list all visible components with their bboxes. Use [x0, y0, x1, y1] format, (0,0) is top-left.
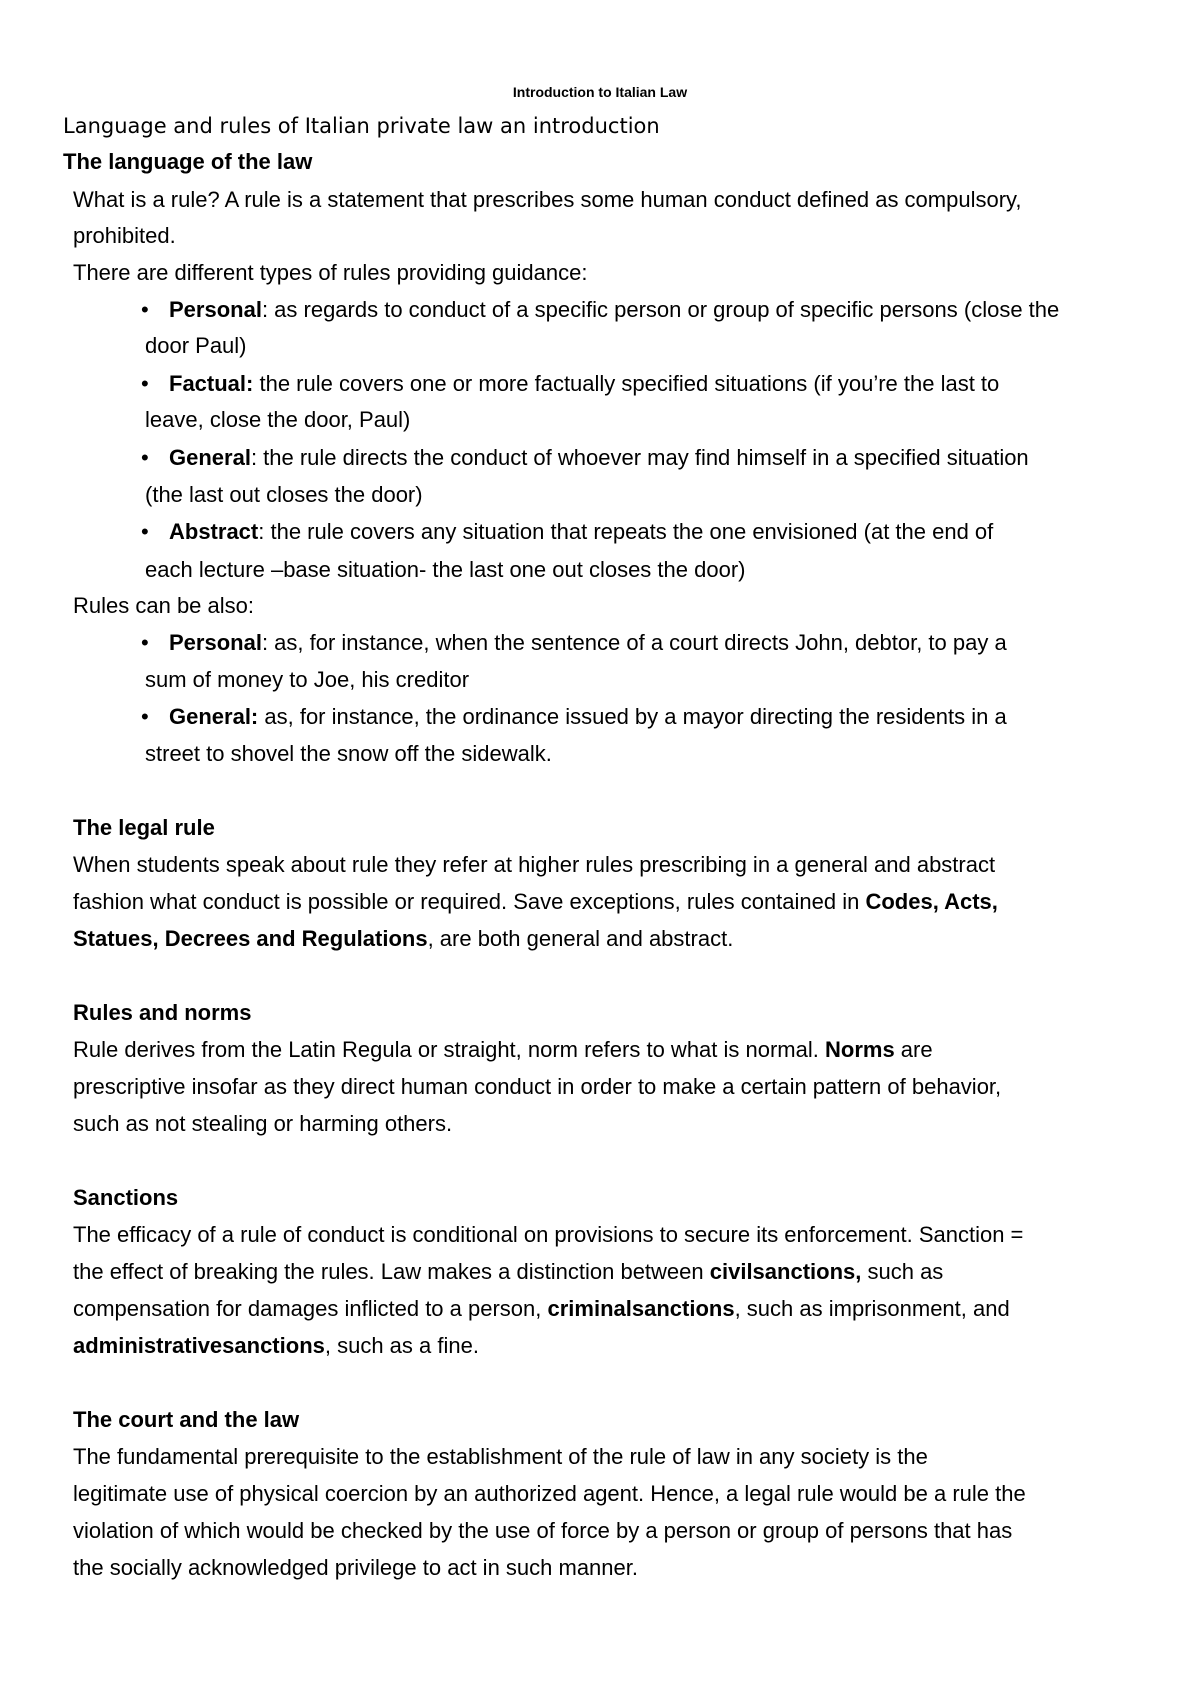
list-item-line: [169, 628, 1007, 658]
paragraph-line: violation of which would be checked by the use of force by a person or group of persons that has: [73, 1518, 1013, 1543]
list-item-text: : as regards to conduct of a specific person or group of specific persons (close the: [261, 297, 1060, 322]
paragraph-line: The fundamental prerequisite to the establishment of the rule of law in any society is the: [73, 1444, 928, 1469]
list-item-text: the rule covers one or more factually specified situations (if you’re the last to: [253, 371, 1000, 396]
section-heading-court-and-law: The court and the law: [73, 1407, 300, 1432]
list-item-term: General:: [169, 704, 259, 729]
section-heading-rules-and-norms: Rules and norms: [73, 1000, 252, 1025]
paragraph-line: There are different types of rules providing guidance:: [73, 260, 588, 285]
list-item-text: : as, for instance, when the sentence of a court directs John, debtor, to pay a: [261, 630, 1007, 655]
text-run: fashion what conduct is possible or required. Save exceptions, rules contained in: [73, 889, 866, 914]
list-item-line: [169, 702, 1007, 732]
list-item-continuation: street to shovel the snow off the sidewalk.: [145, 741, 552, 766]
text-run: the effect of breaking the rules. Law makes a distinction between: [73, 1259, 710, 1284]
paragraph-line: When students speak about rule they refer at higher rules prescribing in a general and abstract: [73, 852, 996, 877]
bullet-icon: •: [141, 704, 149, 729]
list-item-continuation: (the last out closes the door): [145, 482, 423, 507]
text-run: , such as a fine.: [324, 1333, 479, 1358]
bullet-icon: •: [141, 371, 149, 396]
bullet-icon: •: [141, 297, 149, 322]
paragraph-line: Rules can be also:: [73, 593, 254, 618]
text-run-bold: administrativesanctions: [73, 1333, 325, 1358]
section-heading-language-of-law: The language of the law: [63, 149, 313, 174]
section-heading-sanctions: Sanctions: [73, 1185, 179, 1210]
list-item-term: Abstract: [169, 519, 259, 544]
text-run: such as: [861, 1259, 944, 1284]
list-item-continuation: each lecture –base situation- the last one out closes the door): [145, 557, 746, 582]
bullet-icon: •: [141, 519, 149, 544]
bullet-icon: •: [141, 445, 149, 470]
list-item-term: Personal: [169, 630, 262, 655]
paragraph-line: What is a rule? A rule is a statement that prescribes some human conduct defined as compulsory,: [73, 187, 1022, 212]
list-item-line: [169, 369, 999, 399]
list-item-line: [169, 517, 993, 547]
paragraph-line: [73, 1331, 479, 1361]
paragraph-line: the socially acknowledged privilege to act in such manner.: [73, 1555, 638, 1580]
list-item-continuation: leave, close the door, Paul): [145, 407, 411, 432]
paragraph-line: [73, 1257, 943, 1287]
list-item-continuation: door Paul): [145, 333, 247, 358]
text-run: , are both general and abstract.: [427, 926, 734, 951]
paragraph-line: [73, 887, 998, 917]
list-item-line: [169, 443, 1029, 473]
paragraph-line: such as not stealing or harming others.: [73, 1111, 453, 1136]
paragraph-line: [73, 924, 733, 954]
text-run: , such as imprisonment, and: [734, 1296, 1010, 1321]
document-subtitle: Language and rules of Italian private law an introduction: [63, 114, 660, 138]
bullet-icon: •: [141, 630, 149, 655]
text-run: Rule derives from the Latin Regula or straight, norm refers to what is normal.: [73, 1037, 825, 1062]
text-run-bold: Norms: [825, 1037, 895, 1062]
list-item-line: [169, 295, 1059, 325]
paragraph-line: legitimate use of physical coercion by an authorized agent. Hence, a legal rule would be a rule the: [73, 1481, 1026, 1506]
section-heading-legal-rule: The legal rule: [73, 815, 215, 840]
text-run-bold: Codes, Acts,: [865, 889, 998, 914]
document-title: Introduction to Italian Law: [512, 84, 688, 100]
list-item-term: Factual:: [169, 371, 254, 396]
text-run-bold: criminalsanctions: [547, 1296, 735, 1321]
paragraph-line: [73, 1294, 1010, 1324]
list-item-term: General: [169, 445, 251, 470]
list-item-text: : the rule directs the conduct of whoever may find himself in a specified situation: [250, 445, 1029, 470]
text-run: are: [894, 1037, 933, 1062]
text-run-bold: Statues, Decrees and Regulations: [73, 926, 428, 951]
text-run-bold: civilsanctions,: [709, 1259, 862, 1284]
paragraph-line: The efficacy of a rule of conduct is conditional on provisions to secure its enforcement. Sanction =: [73, 1222, 1024, 1247]
paragraph-line: prohibited.: [73, 223, 176, 248]
list-item-continuation: sum of money to Joe, his creditor: [145, 667, 470, 692]
list-item-text: as, for instance, the ordinance issued by a mayor directing the residents in a: [258, 704, 1007, 729]
paragraph-line: prescriptive insofar as they direct human conduct in order to make a certain pattern of behavior,: [73, 1074, 1002, 1099]
list-item-term: Personal: [169, 297, 262, 322]
paragraph-line: [73, 1035, 933, 1065]
list-item-text: : the rule covers any situation that repeats the one envisioned (at the end of: [258, 519, 994, 544]
text-run: compensation for damages inflicted to a person,: [73, 1296, 548, 1321]
